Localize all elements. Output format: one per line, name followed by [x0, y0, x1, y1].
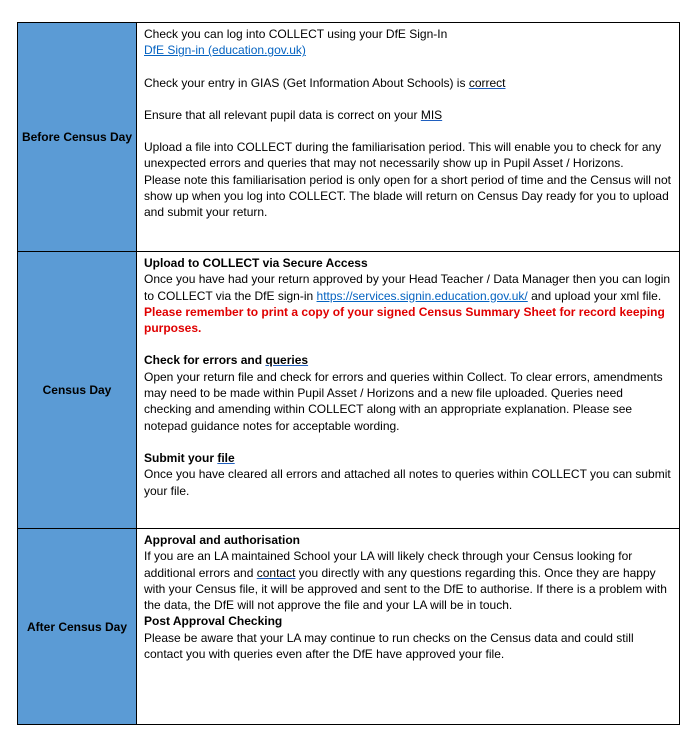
submit-heading-b: file [217, 450, 235, 465]
approval-heading: Approval and authorisation [144, 533, 301, 547]
census-guidance-table [17, 22, 680, 725]
stage-label-before-census: Before Census Day [18, 23, 137, 252]
print-reminder: Please remember to print a copy of your signed Census Summary Sheet for record keeping purposes. [144, 304, 665, 336]
stage-label-after-census: After Census Day [18, 529, 137, 725]
check-login-text: Check you can log into COLLECT using your DfE Sign-In [144, 27, 448, 41]
errors-text: Open your return file and check for errors and queries within Collect. To clear errors, amendments may need to be made within Pupil Asset / Horizons and a new file uploaded. Queries need checking and amending within COLLECT along with an appropriate explanation. Please see notepad guidance notes for acceptable wording. [144, 369, 663, 433]
post-approval-heading: Post Approval Checking [144, 614, 283, 629]
stage-label-census-day: Census Day [18, 252, 137, 529]
upload-text-after: and upload your xml file. [527, 288, 662, 303]
stage-content-census-day [137, 252, 680, 529]
errors-heading [144, 352, 673, 368]
stage-content-before-census [137, 23, 680, 252]
dfe-signin-link[interactable]: DfE Sign-in (education.gov.uk) [144, 43, 306, 58]
approval-text [144, 548, 673, 613]
table-row [18, 529, 680, 725]
gias-word: correct [468, 75, 506, 90]
signin-link-line [144, 42, 673, 58]
approval-text-a: If you are an LA maintained School your LA will likely check through your Census looking for additional errors and [144, 549, 633, 580]
submit-text: Once you have cleared all errors and attached all notes to queries within COLLECT you can submit your file. [144, 467, 671, 498]
gias-text [144, 75, 673, 91]
errors-heading-b: queries [265, 353, 309, 368]
approval-text-b: you directly with any questions regarding this. Once they are happy with your Census file, it will be approved and sent to the DfE to authorise. If there is a problem with the data, the DfE will not approve the file and your LA will be in touch. [144, 565, 667, 613]
post-approval-text: Please be aware that your LA may continue to run checks on the Census data and could still contact you with queries even after the DfE have approved your file. [144, 630, 634, 662]
gias-text-main: Check your entry in GIAS (Get Information About Schools) is [144, 75, 469, 90]
submit-heading-a: Submit your [144, 450, 218, 465]
table-row [18, 23, 680, 252]
errors-heading-a: Check for errors and [144, 353, 266, 368]
familiarisation-note-text: Please note this familiarisation period is only open for a short period of time and the Census will not show up when you log into COLLECT. The blade will return on Census Day ready for you to upload and submit your return. [144, 172, 671, 220]
upload-familiarisation-text: Upload a file into COLLECT during the familiarisation period. This will enable you to check for any unexpected errors and queries that may not necessarily show up in Pupil Asset / Horizons. [144, 140, 662, 171]
mis-word: MIS [420, 107, 443, 122]
submit-heading [144, 450, 673, 466]
services-signin-link[interactable]: https://services.signin.education.gov.uk/ [316, 288, 528, 303]
upload-text-before: Once you have had your return approved by your Head Teacher / Data Manager then you can login to COLLECT via the DfE sign-in [144, 272, 671, 303]
approval-word: contact [256, 565, 296, 580]
mis-text-main: Ensure that all relevant pupil data is correct on your [144, 107, 421, 122]
mis-text [144, 107, 673, 123]
upload-text [144, 271, 673, 304]
stage-content-after-census [137, 529, 680, 725]
table-row [18, 252, 680, 529]
upload-heading: Upload to COLLECT via Secure Access [144, 256, 368, 270]
